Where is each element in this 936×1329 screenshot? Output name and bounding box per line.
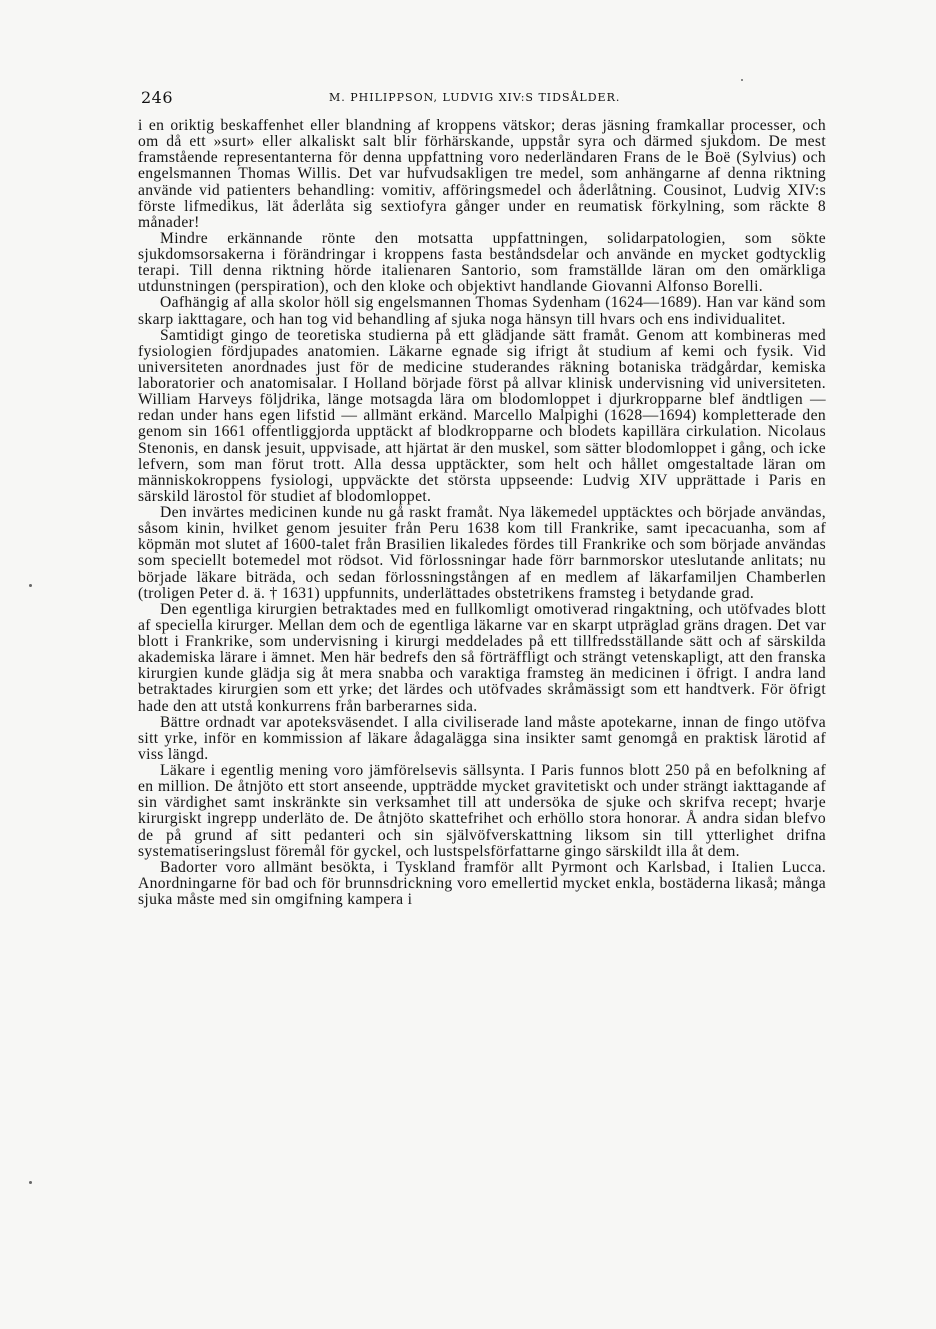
scan-speck — [29, 584, 32, 587]
paragraph: Den invärtes medicinen kunde nu gå raskt framåt. Nya läkemedel upptäcktes och började användas, såsom kinin, hvilket genom jesuiter från Peru 1638 kom till Frankrike, samt ipecacuanha, som af köpmän mot slutet af 1600-talet från Brasilien likaledes fördes till Frankrike och som började användas som speciellt botemedel mot rödsot. Vid förlossningar hade förr barnmorskor uteslutande anlitats; nu började läkare biträda, och sedan förlossningstången af en medlem af läkarfamiljen Chamberlen (troligen Peter d. ä. † 1631) uppfunnits, underlättades obstetrikens framsteg i betydande grad. — [138, 504, 826, 602]
paragraph: Den egentliga kirurgien betraktades med en fullkomligt omotiverad ringaktning, och utöfvades blott af speciella kirurger. Mellan dem och de egentliga läkarne var en skarpt utpräglad gräns dragen. Det var blott i Frankrike, som undervisning i kirurgi meddelades på ett tillfredsställande sätt och af särskilda akademiska lärare i ämnet. Men här bedrefs den så förträffligt och strängt vetenskapligt, att den franska kirurgien kunde glädja sig åt mera snabba och varaktiga framsteg än medicinen i öfrigt. I andra land betraktades kirurgien som ett yrke; det lärdes och utöfvades skråmässigt som ett handtverk. För öfrigt hade den att utstå konkurrens från barberarnes sida. — [138, 600, 826, 715]
page-number: 246 — [141, 88, 174, 107]
paragraph: Oafhängig af alla skolor höll sig engelsmannen Thomas Sydenham (1624—1689). Han var känd som skarp iakttagare, och han tog vid behandling af sjuka noga hänsyn till hvars och ens individualitet. — [138, 294, 826, 328]
scan-speck — [29, 1181, 32, 1184]
running-head: M. PHILIPPSON, LUDVIG XIV:S TIDSÅLDER. — [329, 91, 621, 104]
body-text — [138, 118, 826, 908]
paragraph: Bättre ordnadt var apoteksväsendet. I alla civiliserade land måste apotekarne, innan de fingo utöfva sitt yrke, inför en kommission af läkare ådagalägga sina insikter samt genomgå en praktisk lärotid af viss längd. — [138, 713, 826, 763]
scan-speck — [741, 79, 743, 81]
paragraph: i en oriktig beskaffenhet eller blandning af kroppens vätskor; deras jäsning framkallar processer, och om då ett »surt» eller alkaliskt salt blir förhärskande, uppstår syra och därmed sjukdom. De mest framstående representanterna för denna uppfattning voro nederländaren Frans de le Boë (Sylvius) och engelsmannen Thomas Willis. Det var hufvudsakligen tre medel, som anhängarne af denna riktning använde vid patienters behandling: vomitiv, afföringsmedel och åderlåtning. Cousinot, Ludvig XIV:s förste lifmedikus, lät åderlåta sig sextiofyra gånger under en reumatisk förkylning, som räckte 8 månader! — [138, 117, 826, 231]
paragraph: Mindre erkännande rönte den motsatta uppfattningen, solidarpatologien, som sökte sjukdomsorsakerna i förändringar i kroppens fasta beståndsdelar och använde en mycket godtycklig terapi. Till denna riktning hörde italienaren Santorio, som framställde läran om den omärkliga utdunstningen (perspiration), och den kloke och objektivt handlande Giovanni Alfonso Borelli. — [138, 229, 826, 296]
paragraph: Samtidigt gingo de teoretiska studierna på ett glädjande sätt framåt. Genom att kombineras med fysiologien fördjupades anatomien. Läkarne egnade sig ifrigt åt studium af kemi och fysik. Vid universiteten anordnades just för de medicine studerandes räkning botaniska trädgårdar, kemiska laboratorier och anatomisalar. I Holland började först på allvar klinisk undervisning vid universiteten. William Harveys följdrika, länge motsagda lära om blodomloppet i djurkropparne blef ändtligen — redan under hans egen lifstid — allmänt erkänd. Marcello Malpighi (1628—1694) kompletterade den genom sin 1661 offentliggjorda upptäckt af blodkropparne och blodets kapillära cirkulation. Nicolaus Stenonis, en dansk jesuit, uppvisade, att hjärtat är den muskel, som sätter blodomloppet i gång, och icke lefvern, som man förut trott. Alla dessa upptäckter, som helt och hållet omgestaltade läran om människokroppens fysiologi, uppväckte det största uppseende: Ludvig XIV upprättade i Paris en särskild lärostol för studiet af blodomloppet. — [138, 326, 826, 505]
paragraph: Badorter voro allmänt besökta, i Tyskland framför allt Pyrmont och Karlsbad, i Italien Lucca. Anordningarne för bad och för brunnsdrickning voro emellertid mycket enkla, bostäderna likaså; många sjuka måste med sin omgifning kampera i — [138, 858, 826, 908]
page-header — [141, 88, 827, 110]
paragraph: Läkare i egentlig mening voro jämförelsevis sällsynta. I Paris funnos blott 250 på en befolkning af en million. De åtnjöto ett stort anseende, uppträdde mycket gravitetiskt och under strängt iakttagande af sin värdighet samt inskränkte sin verksamhet till att undersöka de sjuke och skrifva recept; hvarje kirurgiskt ingrepp underläto de. De åtnjöto skattefrihet och erhöllo stora honorar. Å andra sidan blefvo de på grund af sitt pedanteri och sin självöfverskattning liksom sin till ytterlighet drifna systematiseringslust föremål för gyckel, och lustspelsförfattarne gingo särskildt illa åt dem. — [138, 762, 826, 860]
